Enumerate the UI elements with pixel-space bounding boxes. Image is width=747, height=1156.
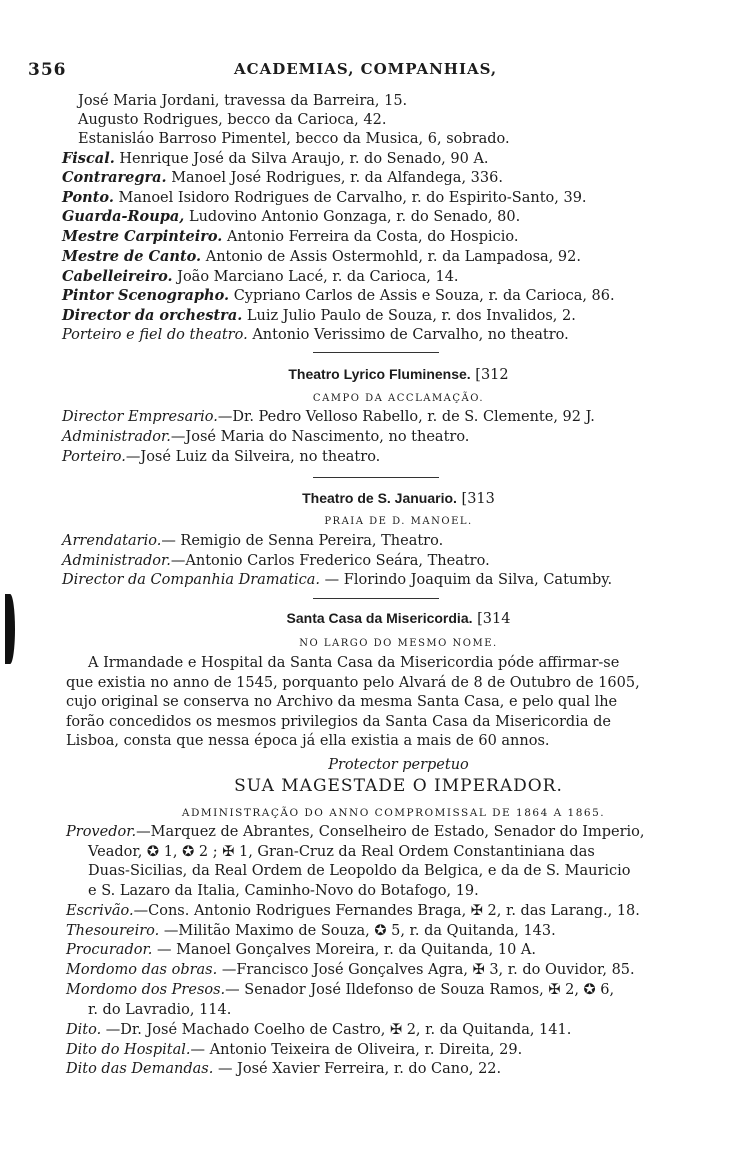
section-heading [0, 489, 747, 508]
role-label: Cabelleireiro. [62, 268, 173, 285]
entry-text: Manoel Isidoro Rodrigues de Carvalho, r. do Espirito-Santo, 39. [118, 190, 587, 206]
entry-text: — Remigio de Senna Pereira, Theatro. [161, 533, 444, 549]
role-label: Mestre de Canto. [62, 248, 202, 265]
section-ref: [314 [477, 611, 511, 627]
staff-entry [0, 408, 747, 426]
admin-entry [0, 1001, 747, 1019]
entry-text: — Florindo Joaquim da Silva, Catumby. [324, 572, 613, 588]
entry-text: r. do Lavradio, 114. [88, 1002, 232, 1018]
staff-entry [0, 169, 747, 187]
staff-entry [0, 552, 747, 570]
entry-text: Antonio Verissimo de Carvalho, no theatro. [252, 327, 569, 343]
section-subtitle: PRAIA DE D. MANOEL. [324, 516, 473, 527]
entry-text: — José Xavier Ferreira, r. do Cano, 22. [217, 1061, 502, 1077]
admin-entry [0, 882, 747, 900]
entry-text: Cypriano Carlos de Assis e Souza, r. da Carioca, 86. [233, 288, 615, 304]
entry-text: —Dr. José Machado Coelho de Castro, ✠ 2, r. da Quitanda, 141. [105, 1022, 572, 1038]
staff-entry [0, 448, 747, 466]
protector-label: Protector perpetuo [328, 757, 469, 773]
role-label: Porteiro e fiel do theatro. [62, 327, 248, 343]
entry-text: —José Maria do Nascimento, no theatro. [170, 429, 470, 445]
entry-text: —Antonio Carlos Frederico Seára, Theatro. [170, 553, 490, 569]
running-header [28, 60, 548, 88]
paragraph-line: forão concedidos os mesmos privilegios da Santa Casa da Misericordia de [66, 714, 611, 730]
entry-text: —Cons. Antonio Rodrigues Fernandes Braga, ✠ 2, r. das Larang., 18. [133, 903, 640, 919]
staff-entry [0, 287, 747, 305]
staff-entry [0, 189, 747, 207]
role-label: Dito do Hospital. [66, 1042, 191, 1058]
role-label: Dito. [66, 1022, 102, 1038]
staff-entry [0, 150, 747, 168]
role-label: Arrendatario. [62, 533, 162, 549]
entry-text: Antonio Ferreira da Costa, do Hospicio. [226, 229, 519, 245]
entry-text: Luiz Julio Paulo de Souza, r. dos Invalidos, 2. [246, 308, 576, 324]
entry-text: —Francisco José Gonçalves Agra, ✠ 3, r. do Ouvidor, 85. [221, 962, 635, 978]
role-label: Fiscal. [62, 150, 115, 167]
staff-entry [0, 326, 747, 344]
admin-entry [0, 1041, 747, 1059]
role-label: Contraregra. [62, 169, 167, 186]
admin-entry [0, 823, 747, 841]
staff-entry [0, 571, 747, 589]
section-title: Theatro Lyrico Fluminense. [288, 366, 471, 382]
entry-text: João Marciano Lacé, r. da Carioca, 14. [177, 269, 459, 285]
section-ref: [312 [475, 367, 509, 383]
admin-entry [0, 981, 747, 999]
entry-text: —Militão Maximo de Souza, ✪ 5, r. da Quitanda, 143. [163, 923, 556, 939]
entry-text: —Marquez de Abrantes, Conselheiro de Estado, Senador do Imperio, [136, 824, 645, 840]
admin-entry [0, 922, 747, 940]
role-label: Thesoureiro. [66, 923, 160, 939]
section-subtitle: NO LARGO DO MESMO NOME. [299, 638, 498, 649]
entry-text: — Antonio Teixeira de Oliveira, r. Direita, 29. [190, 1042, 523, 1058]
staff-entry [0, 208, 747, 226]
role-label: Pintor Scenographo. [62, 287, 230, 304]
role-label: Mordomo das obras. [66, 962, 218, 978]
admin-entry [0, 902, 747, 920]
section-ref: [313 [461, 491, 495, 507]
role-label: Administrador. [62, 553, 171, 569]
admin-entry [0, 961, 747, 979]
entry-text: Antonio de Assis Ostermohld, r. da Lampadosa, 92. [205, 249, 581, 265]
admin-entry [0, 1060, 747, 1078]
section-heading [0, 365, 747, 384]
role-label: Porteiro. [62, 449, 126, 465]
protector-name: SUA MAGESTADE O IMPERADOR. [234, 776, 563, 796]
list-item: Augusto Rodrigues, becco da Carioca, 42. [78, 112, 387, 128]
entry-text: Veador, ✪ 1, ✪ 2 ; ✠ 1, Gran-Cruz da Real Ordem Constantiniana das [88, 844, 595, 860]
entry-text: Duas-Sicilias, da Real Ordem de Leopoldo da Belgica, e da de S. Mauricio [88, 863, 631, 879]
role-label: Mordomo dos Presos. [66, 982, 226, 998]
role-label: Dito das Demandas. [66, 1061, 214, 1077]
section-divider [313, 598, 439, 599]
staff-entry [0, 228, 747, 246]
role-label: Ponto. [62, 189, 114, 206]
section-divider [313, 352, 439, 353]
section-subtitle: CAMPO DA ACCLAMAÇÃO. [312, 393, 485, 404]
section-title: Santa Casa da Misericordia. [286, 610, 473, 626]
page-number: 356 [28, 60, 67, 80]
staff-entry [0, 248, 747, 266]
role-label: Administrador. [62, 429, 171, 445]
admin-entry [0, 1021, 747, 1039]
paragraph-line: que existia no anno de 1545, porquanto pelo Alvará de 8 de Outubro de 1605, [66, 675, 640, 691]
admin-entry [0, 843, 747, 861]
running-title: ACADEMIAS, COMPANHIAS, [234, 60, 498, 78]
entry-text: — Senador José Ildefonso de Souza Ramos, ✠ 2, ✪ 6, [225, 982, 615, 998]
role-label: Escrivão. [66, 903, 134, 919]
role-label: Provedor. [66, 824, 137, 840]
role-label: Director da Companhia Dramatica. [62, 572, 321, 588]
entry-text: — Manoel Gonçalves Moreira, r. da Quitanda, 10 A. [157, 942, 536, 958]
staff-entry [0, 307, 747, 325]
entry-text: Manoel José Rodrigues, r. da Alfandega, 336. [171, 170, 503, 186]
staff-entry [0, 532, 747, 550]
section-title: Theatro de S. Januario. [302, 490, 457, 506]
role-label: Director Empresario. [62, 409, 218, 425]
paragraph-line: cujo original se conserva no Archivo da mesma Santa Casa, e pelo qual lhe [66, 694, 618, 710]
entry-text: Ludovino Antonio Gonzaga, r. do Senado, 80. [188, 209, 521, 225]
role-label: Procurador. [66, 942, 153, 958]
section-divider [313, 477, 439, 478]
entry-text: —José Luiz da Silveira, no theatro. [125, 449, 381, 465]
admin-entry [0, 862, 747, 880]
role-label: Guarda-Roupa, [62, 208, 185, 225]
entry-text: e S. Lazaro da Italia, Caminho-Novo do Botafogo, 19. [88, 883, 479, 899]
paragraph-line: Lisboa, consta que nessa época já ella existia a mais de 60 annos. [66, 733, 550, 749]
admin-heading: ADMINISTRAÇÃO DO ANNO COMPROMISSAL DE 1864 A 1865. [181, 807, 606, 819]
admin-entry [0, 941, 747, 959]
entry-text: —Dr. Pedro Velloso Rabello, r. de S. Clemente, 92 J. [217, 409, 595, 425]
list-item: José Maria Jordani, travessa da Barreira, 15. [78, 93, 408, 109]
section-heading [0, 609, 747, 628]
paragraph-line: A Irmandade e Hospital da Santa Casa da Misericordia póde affirmar-se [88, 655, 620, 671]
entry-text: Henrique José da Silva Araujo, r. do Senado, 90 A. [119, 151, 489, 167]
role-label: Mestre Carpinteiro. [62, 228, 223, 245]
staff-entry [0, 428, 747, 446]
staff-entry [0, 268, 747, 286]
list-item: Estanisláo Barroso Pimentel, becco da Musica, 6, sobrado. [78, 131, 510, 147]
role-label: Director da orchestra. [62, 307, 243, 324]
